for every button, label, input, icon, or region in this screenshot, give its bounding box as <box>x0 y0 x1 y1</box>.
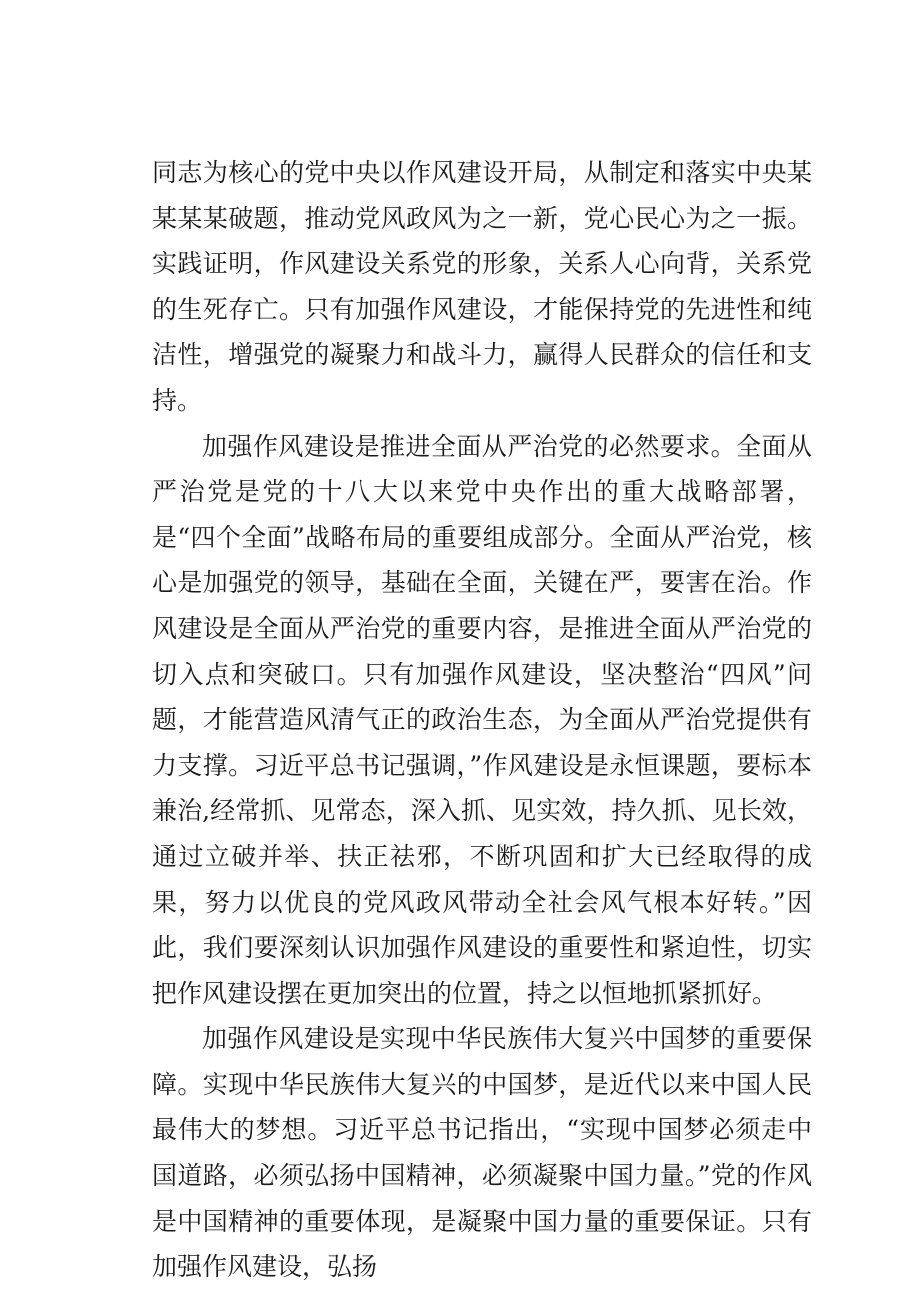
paragraph-3: 加强作风建设是实现中华民族伟大复兴中国梦的重要保障。实现中华民族伟大复兴的中国梦，是近代以来中国人民最伟大的梦想。习近平总书记指出，“实现中国梦必须走中国道路，必须弘扬中国精神，必须凝聚中国力量。”党的作风是中国精神的重要体现，是凝聚中国力量的重要保证。只有加强作风建设，弘扬 <box>152 1024 812 1282</box>
document-body <box>152 150 812 1290</box>
paragraph-1: 同志为核心的党中央以作风建设开局，从制定和落实中央某某某某破题，推动党风政风为之一新，党心民心为之一振。实践证明，作风建设关系党的形象，关系人心向背，关系党的生死存亡。只有加强作风建设，才能保持党的先进性和纯洁性，增强党的凝聚力和战斗力，赢得人民群众的信任和支持。 <box>152 158 812 415</box>
paragraph-2: 加强作风建设是推进全面从严治党的必然要求。全面从严治党是党的十八大以来党中央作出的重大战略部署，是“四个全面”战略布局的重要组成部分。全面从严治党，核心是加强党的领导，基础在全面，关键在严，要害在治。作风建设是全面从严治党的重要内容，是推进全面从严治党的切入点和突破口。只有加强作风建设，坚决整治“四风”问题，才能营造风清气正的政治生态，为全面从严治党提供有力支撑。习近平总书记强调，”作风建设是永恒课题，要标本兼治,经常抓、见常态，深入抓、见实效，持久抓、见长效，通过立破并举、扶正祛邪，不断巩固和扩大已经取得的成果，努力以优良的党风政风带动全社会风气根本好转。”因此，我们要深刻认识加强作风建设的重要性和紧迫性，切实把作风建设摆在更加突出的位置，持之以恒地抓紧抓好。 <box>152 431 812 1008</box>
